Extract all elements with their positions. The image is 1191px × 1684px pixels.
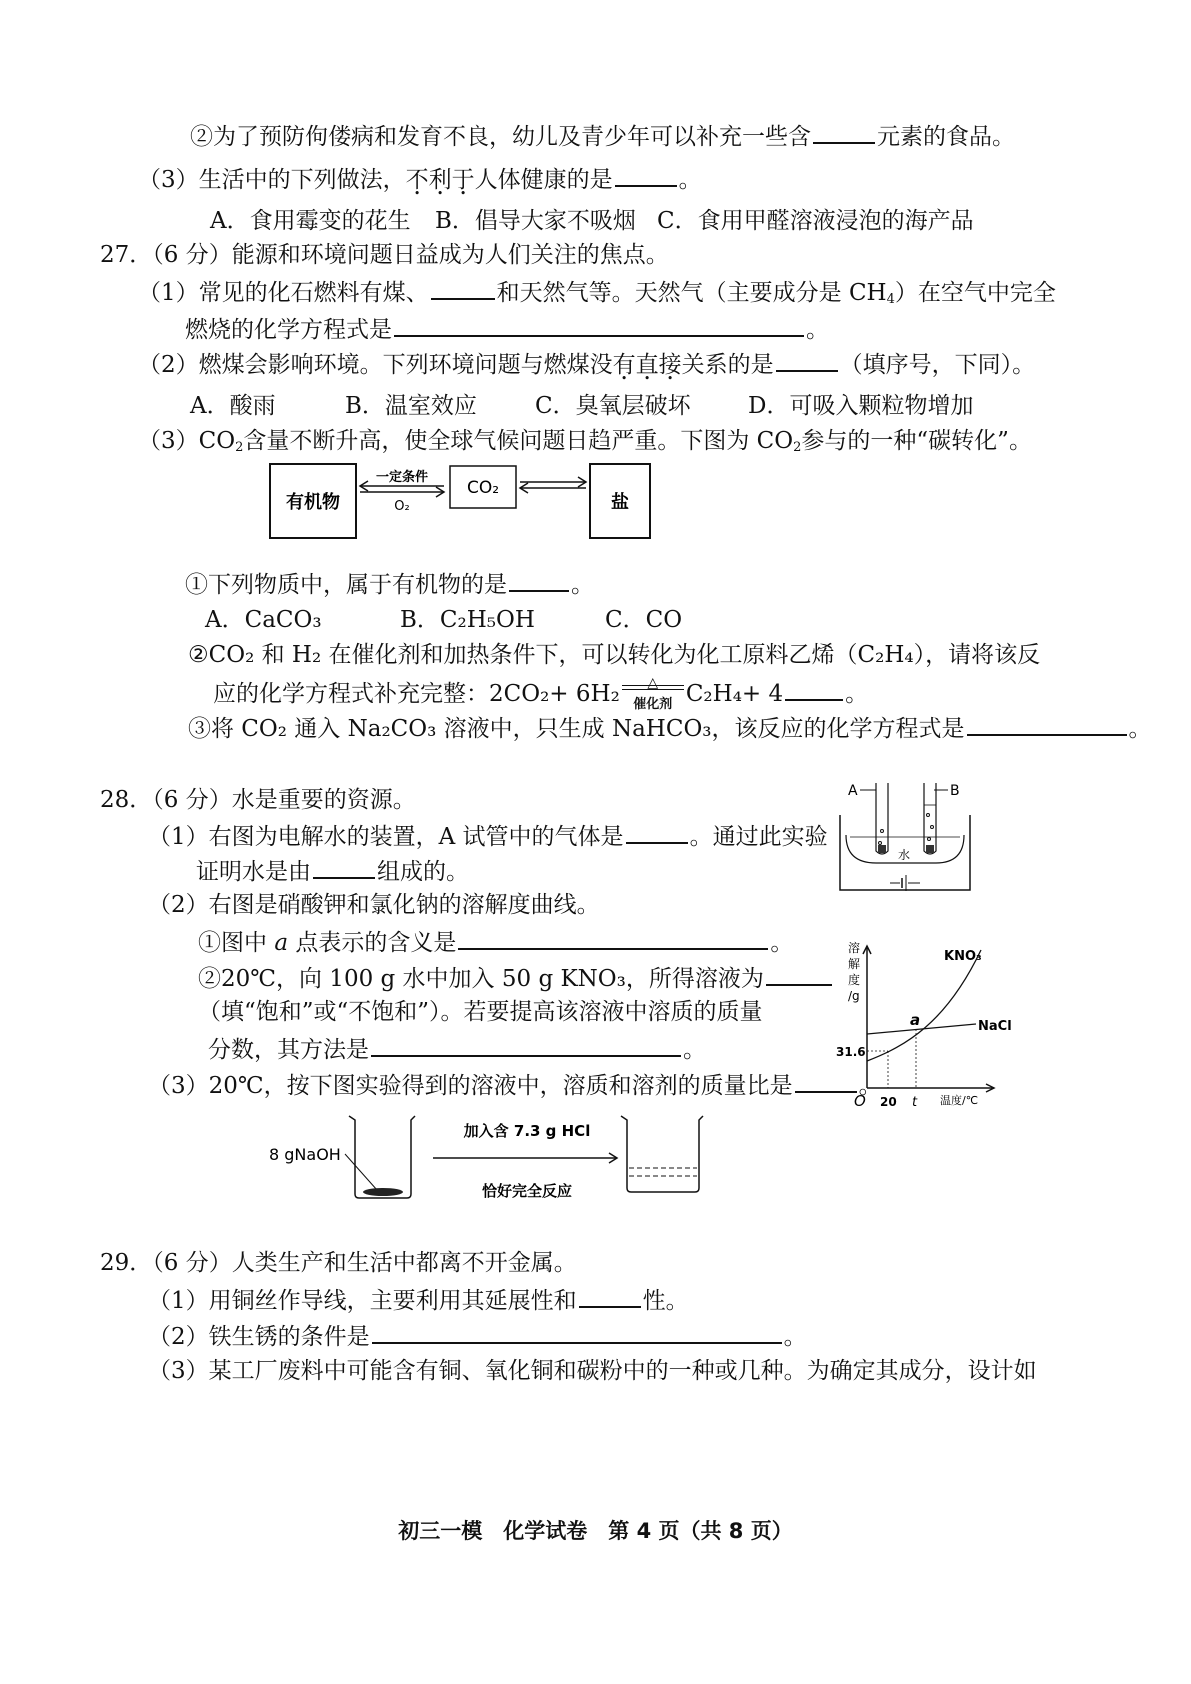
q28-part-3: （3）20℃，按下图实验得到的溶液中，溶质和溶剂的质量比是 。 (148, 1069, 882, 1101)
q27-option-b: B．温室效应 (345, 393, 477, 419)
y-label-3: 度 (848, 973, 861, 987)
q27-part-1-eq: 燃烧的化学方程式是 。 (185, 313, 829, 345)
tube-b (924, 783, 936, 854)
answer-blank[interactable] (766, 962, 832, 986)
q28-sub-2-c: 分数，其方法是 。 (208, 1033, 706, 1065)
q28-part-1-b: 证明水是由 组成的。 (196, 855, 469, 887)
answer-blank[interactable] (509, 568, 569, 592)
q29-part-2: （2）铁生锈的条件是 。 (148, 1320, 807, 1352)
answer-blank[interactable] (372, 1320, 782, 1344)
q29-title: 29．（6 分）人类生产和生活中都离不开金属。 (100, 1250, 577, 1276)
q27-sub-1-c: C．CO (605, 607, 683, 633)
q26-line-2: ②为了预防佝偻病和发育不良，幼儿及青少年可以补充一些含 元素的食品。 (190, 120, 1015, 152)
page-footer: 初三一模 化学试卷 第 4 页（共 8 页） (398, 1519, 793, 1543)
beaker-right (621, 1116, 703, 1192)
answer-blank[interactable] (776, 348, 838, 372)
y-label-4: /g (848, 989, 860, 1003)
answer-blank[interactable] (967, 712, 1127, 736)
q28-sub-2-b: （填“饱和”或“不饱和”）。若要提高该溶液中溶质的质量 (198, 999, 763, 1025)
point-a-label: a (910, 1011, 921, 1029)
beaker-left (349, 1116, 415, 1198)
q29-part-3: （3）某工厂废料中可能含有铜、氧化铜和碳粉中的一种或几种。为确定其成分，设计如 (148, 1358, 1037, 1384)
q27-sub-1: ①下列物质中，属于有机物的是 。 (185, 568, 594, 600)
condition-label: 一定条件 (375, 470, 429, 485)
answer-blank[interactable] (431, 276, 495, 300)
neutralization-experiment (265, 1110, 710, 1206)
arrow-bottom-label: 恰好完全反应 (481, 1182, 573, 1200)
q27-title: 27．（6 分）能源和环境问题日益成为人们关注的焦点。 (100, 242, 669, 268)
q28-part-2: （2）右图是硝酸钾和氯化钠的溶解度曲线。 (148, 892, 600, 918)
answer-blank[interactable] (813, 120, 875, 144)
q27-sub-3: ③将 CO₂ 通入 Na₂CO₃ 溶液中，只生成 NaHCO₃，该反应的化学方程式是 。 (188, 712, 1152, 744)
x-axis-label: 温度/℃ (940, 1094, 979, 1107)
tube-b-label: B (950, 783, 960, 799)
answer-blank[interactable] (579, 1284, 641, 1308)
kno3-label: KNO₃ (944, 949, 982, 964)
q27-part-2: （2）燃煤会影响环境。下列环境问题与燃煤没有直接关系的是 （填序号，下同）。 (138, 348, 1035, 380)
q28-part-1: （1）右图为电解水的装置，A 试管中的气体是 。通过此实验 (148, 820, 828, 852)
q26-option-b: B．倡导大家不吸烟 (435, 208, 636, 234)
tick-t: t (912, 1095, 918, 1110)
kno3-curve (867, 950, 981, 1061)
q28-sub-1: ①图中 a 点表示的含义是 。 (198, 926, 793, 958)
q27-option-c: C．臭氧层破坏 (535, 393, 691, 419)
co2-label: CO₂ (466, 478, 500, 498)
salt-label: 盐 (611, 492, 629, 513)
electrolysis-apparatus (836, 775, 976, 895)
answer-blank[interactable] (458, 926, 768, 950)
y-label-1: 溶 (848, 941, 861, 955)
tick-20: 20 (880, 1095, 897, 1109)
arrow-top-label: 加入含 7.3 g HCl (463, 1122, 591, 1140)
q28-sub-2: ②20℃，向 100 g 水中加入 50 g KNO₃，所得溶液为 (198, 962, 834, 994)
q27-option-d: D．可吸入颗粒物增加 (748, 393, 974, 419)
q26-option-c: C．食用甲醛溶液浸泡的海产品 (657, 208, 974, 234)
answer-blank[interactable] (371, 1033, 681, 1057)
q27-part-1: （1）常见的化石燃料有煤、 和天然气等。天然气（主要成分是 $CH_4$）在空气中完全 (138, 276, 1056, 315)
answer-blank[interactable] (394, 313, 804, 337)
origin-label: O (854, 1092, 866, 1110)
q27-sub-1-a: A．CaCO₃ (205, 607, 322, 633)
q29-part-1: （1）用铜丝作导线，主要利用其延展性和 性。 (148, 1284, 689, 1316)
q27-sub-2: ②CO₂ 和 H₂ 在催化剂和加热条件下，可以转化为化工原料乙烯（C₂H₄），请将该反 (188, 642, 1041, 668)
tube-a-label: A (848, 783, 858, 799)
nacl-curve (867, 1024, 976, 1034)
q26-option-a: A．食用霉变的花生 (210, 208, 411, 234)
answer-blank[interactable] (626, 820, 688, 844)
answer-blank[interactable] (313, 855, 375, 879)
q27-sub-2-eq: 应的化学方程式补充完整：2CO₂+ 6H₂ △ 催化剂 C₂H₄+ 4 。 (213, 675, 869, 712)
water-label: 水 (898, 848, 911, 862)
solubility-curve-chart (836, 938, 1014, 1114)
answer-blank[interactable] (785, 677, 843, 701)
reaction-condition: △ 催化剂 (620, 682, 686, 708)
organic-label: 有机物 (286, 492, 340, 513)
q27-sub-1-b: B．C₂H₅OH (400, 607, 535, 633)
nacl-label: NaCl (978, 1019, 1012, 1034)
tube-a (876, 783, 888, 854)
tick-31-6: 31.6 (836, 1045, 866, 1059)
carbon-conversion-diagram (268, 460, 658, 542)
q27-option-a: A．酸雨 (190, 393, 276, 419)
y-label-2: 解 (848, 957, 861, 971)
naoh-solid (363, 1188, 403, 1196)
o2-label: O₂ (394, 499, 410, 514)
naoh-label: 8 gNaOH (269, 1145, 341, 1164)
answer-blank[interactable] (615, 163, 677, 187)
q27-part-3: $(3)CO_2$含量不断升高，使全球气候问题日趋严重。下图为 $CO_2$参与的一种“碳转化”。 (138, 428, 1032, 455)
q26-part-3: （3）生活中的下列做法，不利于人体健康的是 。 (138, 163, 702, 195)
q28-title: 28．（6 分）水是重要的资源。 (100, 787, 416, 813)
